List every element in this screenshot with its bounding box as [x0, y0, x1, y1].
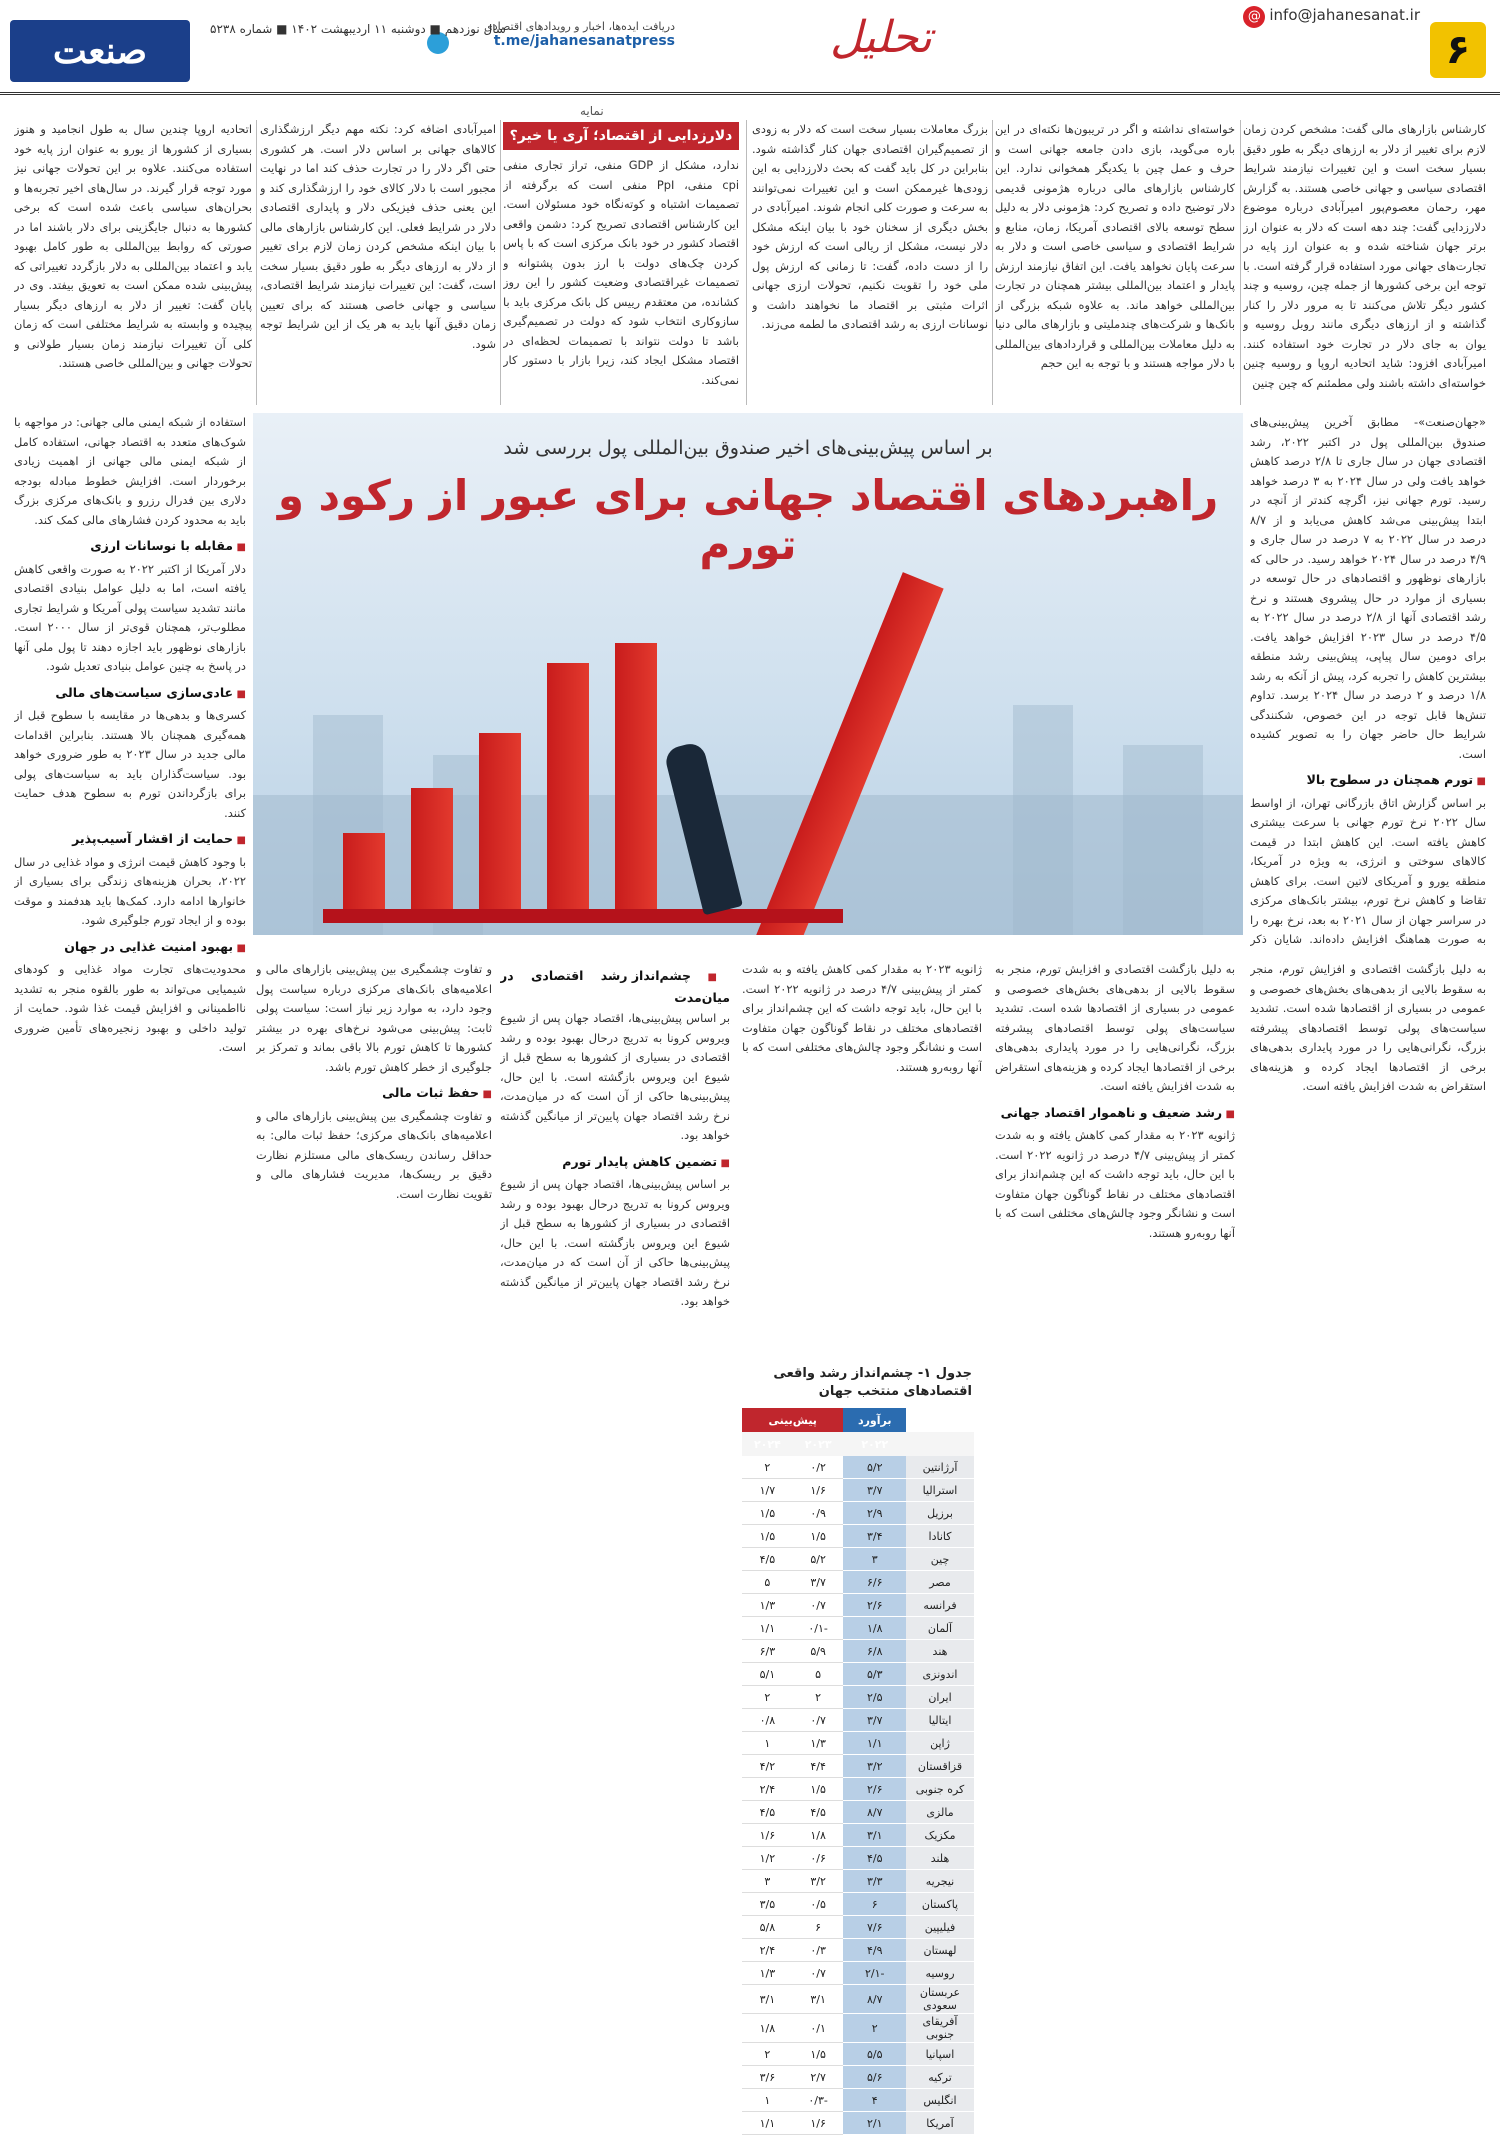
table-country-cell: ایتالیا: [906, 1709, 974, 1732]
table-country-cell: کره جنوبی: [906, 1778, 974, 1801]
lower-column-4-text: بر اساس پیش‌بینی‌ها، اقتصاد جهان پس از شیوع ویروس کرونا به تدریج درحال بهبود بوده و رشد اقتصادی در بسیاری از کشورها به سطح قبل از شیوع این ویروس بازگشته است. با این حال، پیش‌بینی‌ها حاکی از آن است که در میان‌مدت، نرخ رشد اقتصاد جهان پایین‌تر از میانگین گذشته خواهد بود.: [500, 1011, 730, 1142]
hero-kicker: بر اساس پیش‌بینی‌های اخیر صندوق بین‌المللی پول بررسی شد: [503, 437, 993, 459]
table-value-cell: ۰/۵: [793, 1893, 844, 1916]
table-value-cell: ۶: [793, 1916, 844, 1939]
table-country-cell: ترکیه: [906, 2066, 974, 2089]
table-value-cell: ۸/۷: [843, 1985, 906, 2014]
lower-column-1: [1250, 960, 1486, 2110]
lower-column-2-text: به دلیل بازگشت اقتصادی و افزایش تورم، منجر به سقوط بالایی از بدهی‌های بخش‌های خصوصی و عمومی در بسیاری از اقتصادها شده است. تشدید سیاست‌های پولی توسط اقتصادهای پیشرفته بزرگ، نگرانی‌هایی را در مورد پایداری بدهی‌های برخی از اقتصادها ایجاد کرده و هزینه‌های استقراض به شدت افزایش یافته است.: [995, 962, 1235, 1093]
table-row: [742, 1755, 974, 1778]
table-value-cell: ۳/۵: [742, 1893, 793, 1916]
table-value-cell: ۱/۳: [793, 1732, 844, 1755]
column-rule: [992, 120, 993, 405]
table-value-cell: ۳/۴: [843, 1525, 906, 1548]
column-rule: [1240, 120, 1241, 405]
table-value-cell: ۳/۱: [843, 1824, 906, 1847]
table-country-cell: قزاقستان: [906, 1755, 974, 1778]
table-value-cell: -۰/۱: [793, 1617, 844, 1640]
table-value-cell: ۲: [742, 1686, 793, 1709]
mid-left-subhead-1: ■ مقابله با نوسانات ارزی: [14, 536, 246, 558]
email-icon: @: [1243, 6, 1265, 28]
table-value-cell: ۳/۷: [843, 1479, 906, 1502]
table-value-cell: ۳: [843, 1548, 906, 1571]
table-country-cell: مالزی: [906, 1801, 974, 1824]
table-row: [742, 2014, 974, 2043]
email-contact[interactable]: [1243, 6, 1420, 28]
table-row: [742, 1893, 974, 1916]
box-title: دلارزدایی از اقتصاد؛ آری یا خیر؟: [503, 122, 739, 150]
table-row: [742, 1617, 974, 1640]
table-country-cell: کانادا: [906, 1525, 974, 1548]
table-header-projection: پیش‌بینی: [742, 1408, 843, 1432]
table-country-cell: آمریکا: [906, 2112, 974, 2135]
table-value-cell: ۷/۶: [843, 1916, 906, 1939]
table-row: [742, 1870, 974, 1893]
issue-info: سال نوزدهم ■ دوشنبه ۱۱ اردیبهشت ۱۴۰۲ ■ شماره ۵۲۳۸: [210, 22, 506, 36]
mid-left-subhead-4: ■ بهبود امنیت غذایی در جهان: [14, 937, 246, 959]
table-value-cell: ۰/۱: [793, 2014, 844, 2043]
table-value-cell: ۵/۹: [793, 1640, 844, 1663]
table-value-cell: ۴/۵: [742, 1548, 793, 1571]
table-value-cell: ۵/۳: [843, 1663, 906, 1686]
table-value-cell: ۳/۲: [843, 1755, 906, 1778]
table-row: [742, 1456, 974, 1479]
table-value-cell: ۴/۵: [742, 1801, 793, 1824]
table-year: ۲۰۲۳: [793, 1432, 844, 1456]
mid-left-body-1: دلار آمریکا از اکتبر ۲۰۲۲ به صورت واقعی کاهش یافته است، اما به دلیل عوامل بنیادی اقتصادی مانند تشدید سیاست پولی آمریکا و شرایط تجاری مطلوب‌تر، همچنان قوی‌تر از سال ۲۰۰۰ است. بازارهای نوظهور باید اجازه دهند تا پول ملی آنها در پاسخ به چنین عوامل بنیادی تعدیل شود.: [14, 561, 246, 673]
table-value-cell: ۵/۱: [742, 1663, 793, 1686]
table-row: [742, 2043, 974, 2066]
table-value-cell: ۰/۷: [793, 1709, 844, 1732]
table-country-cell: لهستان: [906, 1939, 974, 1962]
table-value-cell: ۴/۲: [742, 1755, 793, 1778]
table-title: جدول ۱- چشم‌انداز رشد واقعی اقتصادهای منتخب جهان: [773, 1366, 972, 1399]
city-skyline: [1013, 705, 1073, 935]
mid-left-body-4: محدودیت‌های تجارت مواد غذایی و کودهای شیمیایی می‌تواند به طور بالقوه منجر به تشدید نااطمینانی و افزایش قیمت غذا شود. حمایت از تولید داخلی و بهبود زنجیره‌های تأمین ضروری است.: [14, 962, 246, 1054]
section-title: تحلیل: [830, 12, 932, 63]
table-country-cell: فرانسه: [906, 1594, 974, 1617]
mid-left-column: [14, 413, 246, 2113]
table-value-cell: ۱/۵: [793, 2043, 844, 2066]
table-row: [742, 1663, 974, 1686]
table-country-cell: پاکستان: [906, 1893, 974, 1916]
table-row: [742, 1548, 974, 1571]
table-row: [742, 1571, 974, 1594]
top-column-4-text: ندارد، مشکل از GDP منفی، تراز تجاری منفی cpi منفی، PpI منفی است که برگرفته از تصمیمات اشتباه و کوته‌نگاه خود مسئولان است. این کارشناس اقتصادی تصریح کرد: دشمن واقعی اقتصاد کشور در خود بانک مرکزی است که با پاس کردن چک‌های دولت با ارز بدون پشتوانه و تصمیمات غیراقتصادی وضعیت کشور را این روز کشانده، من معتقدم رییس کل بانک مرکزی باید با سازوکاری انتخاب شود که دولت در تصمیم‌گیری باشد تا دولت نتواند با تصمیمات لحظه‌ای در اقتصاد مشکل ایجاد کند، زیرا بازار با دستور کار نمی‌کند.: [503, 158, 739, 387]
table-value-cell: ۲/۷: [793, 2066, 844, 2089]
table-value-cell: ۱/۷: [742, 1479, 793, 1502]
mid-right-body: بر اساس گزارش اتاق بازرگانی تهران، از اواسط سال ۲۰۲۲ نرخ تورم جهانی با سرعت بیشتری کاهش یافته است. این کاهش ابتدا در قیمت کالاهای سوختی و انرژی، به ویژه در آمریکا، منطقه یورو و آمریکای لاتین است. برای کاهش تقاضا و کاهش نرخ تورم، بیشتر بانک‌های مرکزی در سراسر جهان از سال ۲۰۲۱ به بعد، نرخ بهره را به صورت هماهنگ افزایش داده‌اند. شایان ذکر: [1250, 795, 1486, 946]
lower-column-4: [500, 960, 730, 2110]
table-value-cell: ۱/۵: [742, 1502, 793, 1525]
table-country-cell: برزیل: [906, 1502, 974, 1525]
table-value-cell: ۳/۶: [742, 2066, 793, 2089]
table-year-empty: [906, 1432, 974, 1456]
top-column-1: [1243, 120, 1486, 405]
table-country-cell: ژاپن: [906, 1732, 974, 1755]
top-column-5: [260, 120, 496, 405]
table-row: [742, 1824, 974, 1847]
table-value-cell: ۰/۳: [793, 1939, 844, 1962]
top-column-5-text: امیرآبادی اضافه کرد: نکته مهم دیگر ارزشگذاری کالاهای جهانی بر اساس دلار است. هر کشوری حتی اگر دلار را در تجارت حذف کند اما در نهایت مجبور است با دلار کالای خود را ارزشگذاری کند و این یعنی حذف فیزیکی دلار و پایداری اقتصادی دلار در شرایط فعلی. این کارشناس بازارهای مالی با بیان اینکه مشخص کردن زمان لازم برای تغییر از دلار به ارزهای دیگر به طور دقیق بسیار سخت است، گفت: این تغییرات نیازمند شرایط اقتصادی، سیاسی و جهانی خاصی هستند که برای تعیین زمان دقیق آنها باید به هر یک از این شرایط توجه شود.: [260, 122, 496, 351]
table-country-cell: مکزیک: [906, 1824, 974, 1847]
lower-column-3-text: ژانویه ۲۰۲۳ به مقدار کمی کاهش یافته و به شدت کمتر از پیش‌بینی ۴/۷ درصد در ژانویه ۲۰۲۲ است. با این حال، باید توجه داشت که این چشم‌انداز برای اقتصادهای مختلف در نقاط گوناگون جهان متفاوت است و نشانگر وجود چالش‌های مختلفی است که با آنها روبه‌رو هستند.: [742, 962, 982, 1074]
table-value-cell: ۰/۲: [793, 1456, 844, 1479]
table-row: [742, 1709, 974, 1732]
telegram-text: دریافت ایده‌ها، اخبار و رویدادهای اقتصادی: [484, 20, 675, 33]
table-row: [742, 1939, 974, 1962]
table-value-cell: ۳/۳: [843, 1870, 906, 1893]
chart-base: [323, 909, 843, 923]
table-country-cell: عربستان سعودی: [906, 1985, 974, 2014]
red-bar: [411, 788, 453, 911]
table-header-empty: [906, 1408, 974, 1432]
table-header-row: [742, 1408, 974, 1432]
column-rule: [500, 120, 501, 405]
top-column-3: [752, 120, 988, 405]
lower-column-3: [742, 960, 982, 1355]
table-country-cell: نیجریه: [906, 1870, 974, 1893]
table-value-cell: ۶/۶: [843, 1571, 906, 1594]
table-country-cell: اسپانیا: [906, 2043, 974, 2066]
table-value-cell: ۱/۱: [742, 2112, 793, 2135]
red-bar: [615, 643, 657, 911]
table-value-cell: ۲/۵: [843, 1686, 906, 1709]
table-value-cell: ۲: [742, 2043, 793, 2066]
table-country-cell: انگلیس: [906, 2089, 974, 2112]
table-value-cell: ۴/۴: [793, 1755, 844, 1778]
telegram-link[interactable]: t.me/jahanesanatpress: [493, 33, 675, 49]
lower-column-1-text: به دلیل بازگشت اقتصادی و افزایش تورم، منجر به سقوط بالایی از بدهی‌های بخش‌های خصوصی و عمومی در بسیاری از اقتصادها شده است. تشدید سیاست‌های پولی توسط اقتصادهای پیشرفته بزرگ، نگرانی‌هایی را در مورد پایداری بدهی‌های برخی از اقتصادها ایجاد کرده و هزینه‌های استقراض به شدت افزایش یافته است.: [1250, 962, 1486, 1093]
table-row: [742, 1801, 974, 1824]
gdp-growth-table: [742, 1408, 974, 2135]
table-value-cell: ۴/۵: [793, 1801, 844, 1824]
table-value-cell: ۱/۸: [793, 1824, 844, 1847]
table-value-cell: ۴: [843, 2089, 906, 2112]
top-column-2: [995, 120, 1235, 405]
table-value-cell: ۵/۲: [843, 1456, 906, 1479]
email-text: info@jahanesanat.ir: [1269, 6, 1420, 24]
table-value-cell: ۳: [742, 1870, 793, 1893]
table-value-cell: ۱/۵: [793, 1778, 844, 1801]
table-row: [742, 1847, 974, 1870]
table-country-cell: هند: [906, 1640, 974, 1663]
mid-left-body: استفاده از شبکه ایمنی مالی جهانی: در مواجهه با شوک‌های متعدد به اقتصاد جهانی، استفاده کامل از شبکه ایمنی مالی جهانی از اهمیت زیادی برخوردار است. افزایش خطوط مبادله بودجه دلاری بین فدرال رزرو و بانک‌های مرکزی بزرگ باید به محدود کردن فشارهای مالی کمک کند.: [14, 415, 246, 527]
table-year: ۲۰۲۲: [843, 1432, 906, 1456]
table-value-cell: ۲: [843, 2014, 906, 2043]
table-value-cell: ۱/۱: [742, 1617, 793, 1640]
table-value-cell: ۵/۶: [843, 2066, 906, 2089]
mid-left-subhead-3: ■ حمایت از اقشار آسیب‌پذیر: [14, 829, 246, 851]
table-row: [742, 2066, 974, 2089]
table-country-cell: فیلیپین: [906, 1916, 974, 1939]
mid-left-body-3: با وجود کاهش قیمت انرژی و مواد غذایی در سال ۲۰۲۲، بحران هزینه‌های زندگی برای بسیاری از خانوارها ادامه دارد. کمک‌ها باید هدفمند و موقت بوده و از ایجاد تورم جلوگیری شود.: [14, 854, 246, 927]
table-value-cell: ۱/۲: [742, 1847, 793, 1870]
column-rule: [746, 120, 747, 405]
table-value-cell: ۲: [742, 1456, 793, 1479]
table-value-cell: ۳/۱: [742, 1985, 793, 2014]
table-row: [742, 2112, 974, 2135]
red-bar: [479, 733, 521, 911]
table-value-cell: ۳/۷: [843, 1709, 906, 1732]
table-row: [742, 1502, 974, 1525]
table-value-cell: ۱/۸: [742, 2014, 793, 2043]
table-value-cell: ۳/۷: [793, 1571, 844, 1594]
column-rule: [256, 120, 257, 405]
table-value-cell: ۵: [742, 1571, 793, 1594]
table-row: [742, 1962, 974, 1985]
mid-left-body-2: کسری‌ها و بدهی‌ها در مقایسه با سطوح قبل از همه‌گیری همچنان بالا هستند. بنابراین اقدامات مالی جدید در سال ۲۰۲۳ به طور ضروری خواهد بود. سیاست‌گذاران باید به سیاست‌های پولی برای بازگرداندن تورم به سطوح هدف حمایت کنند.: [14, 708, 246, 820]
red-bar: [547, 663, 589, 911]
lower-column-2: [995, 960, 1235, 2110]
table-row: [742, 1732, 974, 1755]
table-value-cell: ۱/۶: [793, 1479, 844, 1502]
table-value-cell: ۲/۱: [843, 2112, 906, 2135]
top-column-2-text: خواسته‌ای نداشته و اگر در تریبون‌ها نکته‌ای در این باره می‌گوید، بازی دادن جامعه جهانی است و حرف و عمل چین با یکدیگر همخوانی ندارد. این کارشناس بازارهای مالی درباره هژمونی قدیمی دلار توضیح داده و تصریح کرد: هژمونی دلار به دلیل سطح توسعه بالای اقتصادی آمریکا، زمان، منابع و شرایط اقتصادی و سیاسی خاصی است و دلار به سرعت پایان نخواهد یافت. این اتفاق نیازمند ارزش پایدار و اعتماد بین‌المللی بیشتر همچنان در تجارت بین‌المللی خواهد ماند. به علاوه شبکه بزرگی از بانک‌ها و شرکت‌های چندملیتی و بازارهای مالی دنیا به دلیل معاملات بین‌المللی و قراردادهای بین‌المللی با دلار مواجه هستند و با توجه به این حجم: [995, 122, 1235, 370]
table-value-cell: ۵/۲: [793, 1548, 844, 1571]
top-column-6: [14, 120, 252, 405]
table-country-cell: آلمان: [906, 1617, 974, 1640]
hero-illustration: [253, 413, 1243, 935]
table-value-cell: ۱/۳: [742, 1594, 793, 1617]
mid-left-subhead-2: ■ عادی‌سازی سیاست‌های مالی: [14, 683, 246, 705]
table-value-cell: ۶: [843, 1893, 906, 1916]
table-country-cell: ایران: [906, 1686, 974, 1709]
lower-column-2-text-b: ژانویه ۲۰۲۳ به مقدار کمی کاهش یافته و به شدت کمتر از پیش‌بینی ۴/۷ درصد در ژانویه ۲۰۲۲ است. با این حال، باید توجه داشت که این چشم‌انداز برای اقتصادهای مختلف در نقاط گوناگون جهان متفاوت است و نشانگر وجود چالش‌های مختلفی است که با آنها روبه‌رو هستند.: [995, 1128, 1235, 1240]
table-value-cell: ۱/۳: [742, 1962, 793, 1985]
table-value-cell: ۵/۵: [843, 2043, 906, 2066]
lower-column-4-text-b: بر اساس پیش‌بینی‌ها، اقتصاد جهان پس از شیوع ویروس کرونا به تدریج درحال بهبود بوده و رشد اقتصادی در بسیاری از کشورها به سطح قبل از شیوع این ویروس بازگشته است. با این حال، پیش‌بینی‌ها حاکی از آن است که در میان‌مدت، نرخ رشد اقتصاد جهان پایین‌تر از میانگین گذشته خواهد بود.: [500, 1177, 730, 1308]
top-column-1-text: کارشناس بازارهای مالی گفت: مشخص کردن زمان لازم برای تغییر از دلار به ارزهای دیگر به طور دقیق بسیار سخت است و این تغییرات نیازمند شرایط اقتصادی سیاسی و جهانی خاصی هستند. به گزارش مهر، رحمان معصوم‌پور امیرآبادی درباره موضوع دلارزدایی گفت: چند دهه است که دلار به عنوان ارز برتر جهان شناخته شده و به عنوان ارز پایه در تجارت‌های جهانی مورد استفاده قرار گرفته است. با توجه این برخی کشورها از جمله چین، روسیه و چند کشور دیگر تلاش می‌کنند تا به مرور دلار را کنار گذاشته و از ارزهای دیگری مانند روبل روسیه و یوان به جای دلار در تجارت خود استفاده کنند. امیرآبادی افزود: شاید اتحادیه اروپا و روسیه چنین خواسته‌ای داشته باشند ولی مطمئنم که چین چنین: [1243, 122, 1486, 390]
table-value-cell: ۴/۵: [843, 1847, 906, 1870]
table-row: [742, 1916, 974, 1939]
masthead: [0, 0, 1500, 95]
table-country-cell: مصر: [906, 1571, 974, 1594]
table-value-cell: -۲/۱: [843, 1962, 906, 1985]
table-value-cell: ۲/۴: [742, 1778, 793, 1801]
table-value-cell: ۶/۸: [843, 1640, 906, 1663]
red-bar: [343, 833, 385, 911]
table-row: [742, 1525, 974, 1548]
table-value-cell: ۸/۷: [843, 1801, 906, 1824]
table-value-cell: ۰/۸: [742, 1709, 793, 1732]
table-value-cell: ۱: [742, 2089, 793, 2112]
table-value-cell: ۲: [793, 1686, 844, 1709]
table-value-cell: ۲/۶: [843, 1594, 906, 1617]
table-value-cell: -۰/۳: [793, 2089, 844, 2112]
table-value-cell: ۰/۹: [793, 1502, 844, 1525]
mid-right-intro: «جهان‌صنعت»- مطابق آخرین پیش‌بینی‌های صندوق بین‌المللی پول در اکتبر ۲۰۲۲، رشد اقتصادی جهان در سال جاری تا ۲/۸ درصد کاهش خواهد یافت ولی در سال ۲۰۲۴ به ۳ درصد خواهد رسید. تورم جهانی نیز، اگرچه کندتر از آنچه در ابتدا پیش‌بینی می‌شد کاهش می‌یابد و از ۸/۷ درصد در سال ۲۰۲۲ به ۷ درصد در سال جاری و ۴/۹ درصد در سال ۲۰۲۴ خواهد رسید. در حالی که بازارهای نوظهور و اقتصادهای در حال توسعه در بسیاری از موارد در حال پیشروی هستند و نرخ رشد اقتصادی آنها از ۲/۸ درصد در سال ۲۰۲۲ به ۴/۵ درصد در سال ۲۰۲۳ افزایش خواهد یافت. برای دومین سال پیاپی، پیش‌بینی رشد منطقه بیشترین کاهش را تجربه کرد، پیش از آنکه به رشد ۱/۸ درصد و ۲ درصد در سال ۲۰۲۴ برسد. تداوم تنش‌ها قابل توجه در این خصوص، شکنندگی شرایط حال حاضر جهان را به تصویر کشیده است.: [1250, 415, 1486, 761]
table-value-cell: ۱: [742, 1732, 793, 1755]
table-value-cell: ۶/۳: [742, 1640, 793, 1663]
table-value-cell: ۱/۶: [742, 1824, 793, 1847]
table-country-cell: آرژانتین: [906, 1456, 974, 1479]
table-row: [742, 1778, 974, 1801]
table-value-cell: ۰/۶: [793, 1847, 844, 1870]
table-value-cell: ۵/۸: [742, 1916, 793, 1939]
lower-subhead-2: ■ چشم‌انداز رشد اقتصادی در میان‌مدت: [500, 966, 730, 1007]
table-value-cell: ۱/۵: [742, 1525, 793, 1548]
table-year-row: [742, 1432, 974, 1456]
hero-title: راهبردهای اقتصاد جهانی برای عبور از رکود و تورم: [277, 471, 1219, 569]
table-header-actual: برآورد: [843, 1408, 906, 1432]
table-row: [742, 2089, 974, 2112]
mid-right-column: [1250, 413, 1486, 953]
newspaper-logo: صنعت: [10, 20, 190, 82]
top-column-3-text: بزرگ معاملات بسیار سخت است که دلار به زودی از تصمیم‌گیران اقتصادی جهان کنار گذاشته شود. بنابراین در کل باید گفت که بحث دلارزدایی به این زودی‌ها غیرممکن است و این تغییرات نمی‌توانند به سرعت و صورت کلی انجام شوند. امیرآبادی در بخش دیگری از سخنان خود با بیان اینکه مشکل دلار نیست، مشکل از ریالی است که ارزش خود را از دست داده، گفت: تا زمانی که ارزش پول ملی خود را تقویت نکنیم، تحولات ارزی جهانی اثرات مثبتی بر اقتصاد ما نخواهند داشت و نوسانات ارزی به رشد اقتصادی ما لطمه می‌زند.: [752, 122, 988, 331]
table-row: [742, 1479, 974, 1502]
table-country-cell: روسیه: [906, 1962, 974, 1985]
lower-subhead-3: ■ تضمین کاهش پایدار تورم: [500, 1152, 730, 1174]
table-row: [742, 1594, 974, 1617]
table-country-cell: اندونزی: [906, 1663, 974, 1686]
table-year: ۲۰۲۴: [742, 1432, 793, 1456]
table-value-cell: ۲/۹: [843, 1502, 906, 1525]
note-label: نمایه: [580, 104, 604, 118]
lower-column-5-text: و تفاوت چشمگیری بین پیش‌بینی بازارهای مالی و اعلامیه‌های بانک‌های مرکزی درباره سیاست پول وجود دارد، به موارد زیر نیاز است: سیاست پولی ثابت: پیش‌بینی می‌شود نرخ‌های بهره در بیشتر کشورها تا کاهش تورم بالا باقی بماند و تمرکز بر جلوگیری از خطر کاهش تورم باشد.: [256, 962, 492, 1074]
table-row: [742, 1686, 974, 1709]
table-value-cell: ۰/۷: [793, 1962, 844, 1985]
table-value-cell: ۲/۴: [742, 1939, 793, 1962]
lower-subhead-1: ■ رشد ضعیف و ناهموار اقتصاد جهانی: [995, 1103, 1235, 1125]
table-value-cell: ۰/۷: [793, 1594, 844, 1617]
table-value-cell: ۴/۹: [843, 1939, 906, 1962]
table-value-cell: ۳/۱: [793, 1985, 844, 2014]
mid-right-subhead: ■ تورم همچنان در سطوح بالا: [1250, 770, 1486, 792]
table-country-cell: چین: [906, 1548, 974, 1571]
table-value-cell: ۱/۸: [843, 1617, 906, 1640]
table-country-cell: آفریقای جنوبی: [906, 2014, 974, 2043]
city-skyline: [1123, 745, 1203, 935]
table-row: [742, 1640, 974, 1663]
table-value-cell: ۳/۲: [793, 1870, 844, 1893]
lower-column-5: [256, 960, 492, 2110]
top-column-4: [503, 156, 739, 405]
table-country-cell: استرالیا: [906, 1479, 974, 1502]
table-value-cell: ۱/۱: [843, 1732, 906, 1755]
table-value-cell: ۵: [793, 1663, 844, 1686]
lower-subhead-4: ■ حفظ ثبات مالی: [256, 1083, 492, 1105]
table-country-cell: هلند: [906, 1847, 974, 1870]
table-value-cell: ۱/۵: [793, 1525, 844, 1548]
table-row: [742, 1985, 974, 2014]
top-column-6-text: اتحادیه اروپا چندین سال به طول انجامید و هنوز بسیاری از کشورها از یورو به عنوان ارز پایه خود استفاده می‌کنند. علاوه بر این تحولات جهانی نیز مورد توجه قرار گیرند. در سال‌های اخیر تجربه‌ها و بحران‌های سیاسی باعث شده است که برخی کشورها به دنبال جایگزینی برای دلار باشند اما در صورتی که روابط بین‌المللی به طور کامل بهبود یابد و اعتماد بین‌المللی به دلار بازگردد تغییراتی که پیش‌بینی شده ممکن است به تعویق بیفتد. وی در پایان گفت: تغییر از دلار به ارزهای دیگر بسیار پیچیده و وابسته به شرایط مختلفی است که زمان کلی آن تغییرات نیازمند زمان بسیار طولانی و تحولات جهانی و بین‌المللی خاصی هستند.: [14, 122, 252, 370]
lower-column-5-text-b: و تفاوت چشمگیری بین پیش‌بینی بازارهای مالی و اعلامیه‌های بانک‌های مرکزی؛ حفظ ثبات مالی: به حداقل رساندن ریسک‌های مالی مستلزم نظارت دقیق بر ریسک‌ها، مدیریت فشارهای مالی و تقویت نظارت است.: [256, 1108, 492, 1201]
table-value-cell: ۱/۶: [793, 2112, 844, 2135]
page-number: ۶: [1430, 22, 1486, 78]
table-value-cell: ۲/۶: [843, 1778, 906, 1801]
